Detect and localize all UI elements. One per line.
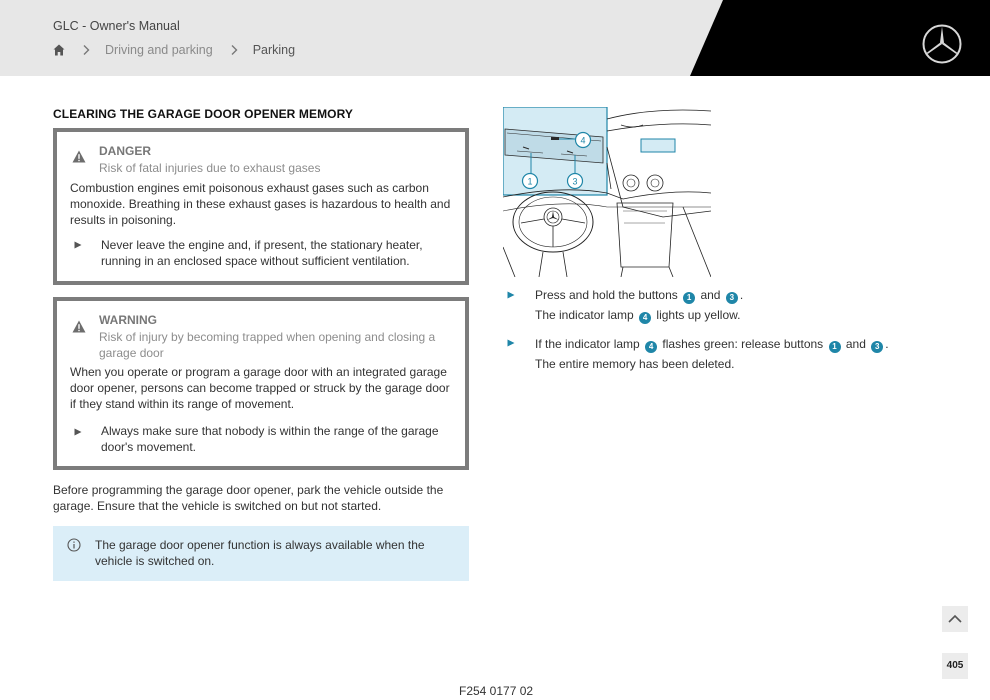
page-number-button[interactable]: 405 (942, 653, 968, 679)
breadcrumb (53, 42, 295, 58)
warning-triangle-icon (72, 320, 86, 333)
badge-3: 3 (871, 341, 883, 353)
step-2-text-mid: flashes green: release buttons (662, 337, 824, 351)
badge-1: 1 (683, 292, 695, 304)
warning-body: When you operate or program a garage door with an integrated garage door opener, persons can become trapped or struck by the garage door if they stand within its range of movement. (70, 365, 450, 411)
app-title: GLC - Owner's Manual (53, 19, 180, 33)
section-title: CLEARING THE GARAGE DOOR OPENER MEMORY (53, 107, 354, 121)
danger-body: Combustion engines emit poisonous exhaust gases such as carbon monoxide. Breathing in these exhaust gases is hazardous to health and results in poisoning. (70, 181, 451, 227)
badge-1: 1 (829, 341, 841, 353)
bullet-arrow-icon (507, 291, 515, 299)
callout-4: 4 (580, 135, 586, 146)
danger-bullet: Never leave the engine and, if present, the stationary heater, running in an enclosed space without sufficient ventilation. (101, 238, 423, 268)
step-1-result-text: The indicator lamp (535, 308, 634, 322)
info-note (53, 526, 469, 581)
callout-3: 3 (572, 176, 578, 187)
chevron-right-icon (229, 44, 239, 56)
danger-heading: DANGER (99, 144, 152, 158)
badge-3: 3 (726, 292, 738, 304)
step-2-period: . (885, 337, 889, 351)
bullet-arrow-icon (74, 428, 82, 436)
warning-triangle-icon (72, 150, 86, 163)
info-icon (67, 538, 81, 552)
step-1-instruction (535, 287, 743, 304)
step-1-result-end: lights up yellow. (656, 308, 741, 322)
step-1-and: and (700, 288, 721, 302)
danger-box (53, 128, 469, 285)
breadcrumb-item-driving[interactable]: Driving and parking (105, 43, 213, 57)
step-2-text: If the indicator lamp (535, 337, 640, 351)
warning-box (53, 297, 469, 470)
figure-code: F254 0177 02 (459, 684, 534, 698)
mercedes-star-icon[interactable] (921, 23, 963, 65)
step-1-text: Press and hold the buttons (535, 288, 678, 302)
chevron-up-icon (942, 606, 968, 632)
warning-bullet: Always make sure that nobody is within the range of the garage door's movement. (101, 424, 439, 454)
step-2-and: and (845, 337, 866, 351)
step-1-result (535, 307, 740, 324)
badge-4: 4 (645, 341, 657, 353)
scroll-to-top-button[interactable] (942, 606, 968, 632)
step-2-result: The entire memory has been deleted. (535, 357, 735, 371)
body-paragraph: Before programming the garage door opener, park the vehicle outside the garage. Ensure that the vehicle is switched on but not started. (53, 483, 444, 513)
badge-4: 4 (639, 312, 651, 324)
overhead-control-panel-illustration (503, 107, 711, 277)
step-2-instruction (535, 336, 889, 353)
step-1-period: . (739, 288, 744, 302)
home-icon[interactable] (53, 44, 65, 56)
warning-heading: WARNING (99, 313, 157, 327)
note-text: The garage door opener function is always available when the vehicle is switched on. (95, 538, 425, 568)
danger-subheading: Risk of fatal injuries due to exhaust gases (99, 161, 321, 175)
bullet-arrow-icon (507, 339, 515, 347)
breadcrumb-item-parking: Parking (252, 43, 296, 57)
warning-subheading: Risk of injury by becoming trapped when opening and closing a garage door (99, 330, 436, 360)
callout-1: 1 (527, 176, 533, 187)
chevron-right-icon (81, 44, 91, 56)
bullet-arrow-icon (74, 241, 82, 249)
